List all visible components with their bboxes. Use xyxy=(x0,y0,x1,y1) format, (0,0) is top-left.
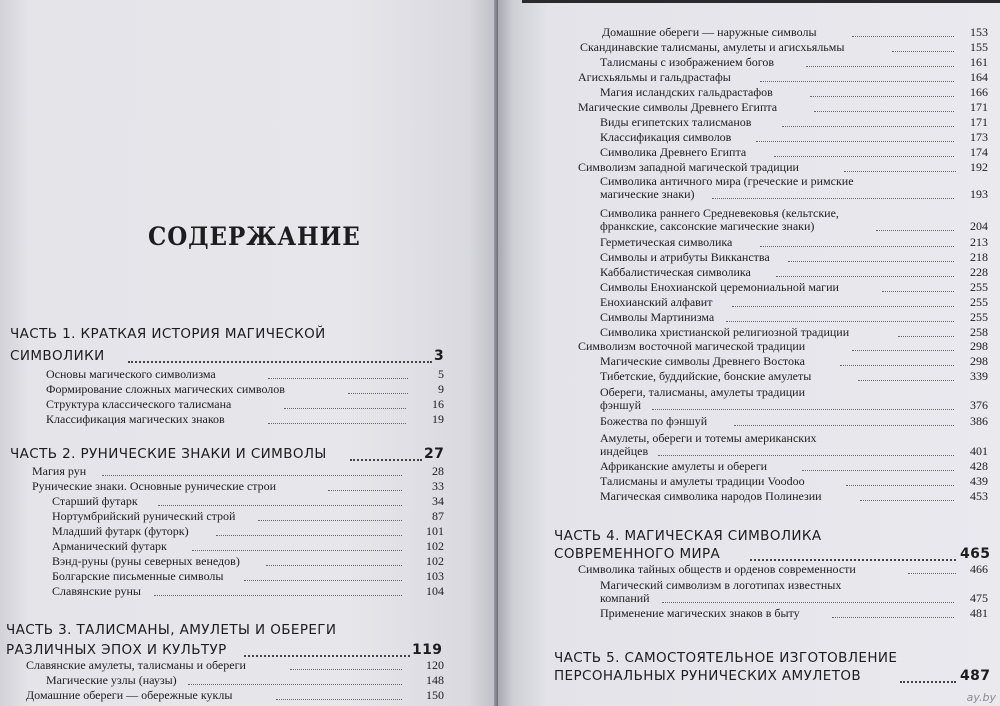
leader-dots xyxy=(128,348,432,363)
leader-dots xyxy=(802,469,954,471)
toc-entry-page: 386 xyxy=(970,414,988,428)
leader-dots xyxy=(266,564,402,566)
toc-entry-title: Енохианский алфавит xyxy=(600,295,713,309)
toc-entry-page: 428 xyxy=(970,459,988,473)
toc-entry-page: 298 xyxy=(970,354,988,368)
toc-entry-title: Талисманы и амулеты традиции Voodoo xyxy=(600,474,805,488)
toc-entry-page: 173 xyxy=(970,130,988,144)
leader-dots xyxy=(102,474,402,476)
left-page xyxy=(0,0,498,706)
toc-entry-title: Славянские руны xyxy=(52,584,141,598)
leader-dots xyxy=(658,454,954,456)
toc-entry-page: 255 xyxy=(970,280,988,294)
part-2-line1: ЧАСТЬ 2. РУНИЧЕСКИЕ ЗНАКИ И СИМВОЛЫ xyxy=(10,446,327,462)
toc-entry-page: 258 xyxy=(970,325,988,339)
leader-dots xyxy=(782,125,954,127)
leader-dots xyxy=(858,379,954,381)
part-1-line1: ЧАСТЬ 1. КРАТКАЯ ИСТОРИЯ МАГИЧЕСКОЙ xyxy=(10,326,326,342)
leader-dots xyxy=(750,546,956,561)
toc-entry-page: 376 xyxy=(970,398,988,412)
toc-entry-page: 161 xyxy=(970,55,988,69)
toc-entry-page: 166 xyxy=(970,85,988,99)
toc-entry-title: Вэнд-руны (руны северных венедов) xyxy=(52,554,240,568)
toc-entry xyxy=(600,385,992,413)
toc-entry-title: Младший футарк (футорк) xyxy=(52,524,189,538)
leader-dots xyxy=(900,668,956,683)
toc-part-1 xyxy=(10,326,445,366)
toc-entry-title: Домашние обереги — обережные куклы xyxy=(26,688,233,702)
toc-entry-page: 204 xyxy=(970,219,988,233)
toc-entry-page: 228 xyxy=(970,265,988,279)
toc-entry-page: 9 xyxy=(438,382,444,396)
leader-dots xyxy=(760,245,954,247)
part-3-line2: РАЗЛИЧНЫХ ЭПОХ И КУЛЬТУР xyxy=(6,642,227,658)
toc-entry-title: Структура классического талисмана xyxy=(46,397,232,411)
toc-entry-page: 255 xyxy=(970,310,988,324)
leader-dots xyxy=(756,140,954,142)
toc-entry-title: Формирование сложных магических символов xyxy=(46,382,285,396)
part-2-page: 27 xyxy=(424,446,445,462)
leader-dots xyxy=(840,364,954,366)
toc-entry-page: 213 xyxy=(970,235,988,249)
part-3-line1: ЧАСТЬ 3. ТАЛИСМАНЫ, АМУЛЕТЫ И ОБЕРЕГИ xyxy=(6,622,337,638)
leader-dots xyxy=(192,549,402,551)
toc-entry-page: 192 xyxy=(970,160,988,174)
toc-entry-page: 34 xyxy=(432,494,444,508)
leader-dots xyxy=(662,601,954,603)
toc-part-2 xyxy=(10,446,445,466)
leader-dots xyxy=(774,155,954,157)
toc-entry-title: Скандинавские талисманы, амулеты и агисхьяльмы xyxy=(580,40,845,54)
toc-entry-page: 33 xyxy=(432,479,444,493)
leader-dots xyxy=(726,320,954,322)
toc-entry xyxy=(600,206,992,234)
toc-entry-title: Магический символизм в логотипах известных xyxy=(600,578,842,592)
toc-entry-page: 87 xyxy=(432,509,444,523)
toc-entry-title: Болгарские письменные символы xyxy=(52,569,224,583)
leader-dots xyxy=(876,229,954,231)
toc-entry-title: Магия рун xyxy=(32,464,87,478)
leader-dots xyxy=(892,50,954,52)
leader-dots xyxy=(810,95,954,97)
part-4-line1: ЧАСТЬ 4. МАГИЧЕСКАЯ СИМВОЛИКА xyxy=(554,528,822,544)
leader-dots xyxy=(276,698,402,700)
leader-dots xyxy=(244,579,402,581)
leader-dots xyxy=(832,616,954,618)
toc-entry-page: 475 xyxy=(970,591,988,605)
toc-entry-title: Нортумбрийский рунический строй xyxy=(52,509,236,523)
leader-dots xyxy=(814,110,954,112)
toc-entry-page: 148 xyxy=(426,673,444,687)
leader-dots xyxy=(284,407,406,409)
part-4-page: 465 xyxy=(960,546,991,562)
leader-dots xyxy=(860,499,954,501)
toc-entry-title: Символизм западной магической традиции xyxy=(578,160,799,174)
contents-title: СОДЕРЖАНИЕ xyxy=(148,222,361,251)
leader-dots xyxy=(328,489,402,491)
toc-entry xyxy=(600,431,992,459)
toc-entry xyxy=(600,578,992,606)
toc-entry-page: 298 xyxy=(970,339,988,353)
toc-entry-page: 102 xyxy=(426,539,444,553)
top-rule xyxy=(522,0,1000,3)
toc-entry-title: Магические символы Древнего Египта xyxy=(578,100,778,114)
leader-dots xyxy=(188,683,402,685)
toc-entry-title-cont: франкские, саксонские магические знаки) xyxy=(600,219,815,233)
toc-entry-page: 164 xyxy=(970,70,988,84)
toc-entry-page: 153 xyxy=(970,25,988,39)
toc-entry-page: 466 xyxy=(970,562,988,576)
toc-entry-title: Африканские амулеты и обереги xyxy=(600,459,768,473)
toc-entry-page: 171 xyxy=(970,115,988,129)
toc-entry-title: Символы Енохианской церемониальной магии xyxy=(600,280,839,294)
toc-entry-page: 102 xyxy=(426,554,444,568)
leader-dots xyxy=(734,424,954,426)
toc-entry-title: Амулеты, обереги и тотемы американских xyxy=(600,431,817,445)
leader-dots xyxy=(350,446,422,461)
toc-entry-page: 171 xyxy=(970,100,988,114)
toc-entry-title-cont: компаний xyxy=(600,591,650,605)
toc-entry-title: Магия исландских гальдрастафов xyxy=(600,85,773,99)
toc-entry xyxy=(600,174,992,202)
toc-entry-page: 218 xyxy=(970,250,988,264)
toc-entry-title: Тибетские, буддийские, бонские амулеты xyxy=(600,369,812,383)
toc-entry-page: 16 xyxy=(432,397,444,411)
toc-entry-page: 28 xyxy=(432,464,444,478)
toc-entry-title: Символы и атрибуты Викканства xyxy=(600,250,770,264)
toc-entry-page: 401 xyxy=(970,444,988,458)
toc-entry-page: 193 xyxy=(970,187,988,201)
leader-dots xyxy=(846,484,954,486)
leader-dots xyxy=(154,594,402,596)
toc-entry-title: Основы магического символизма xyxy=(46,367,216,381)
part-1-page: 3 xyxy=(434,348,445,364)
part-5-line2: ПЕРСОНАЛЬНЫХ РУНИЧЕСКИХ АМУЛЕТОВ xyxy=(554,668,862,684)
toc-entry-title: Каббалистическая символика xyxy=(600,265,751,279)
part-1-line2: СИМВОЛИКИ xyxy=(10,348,105,364)
leader-dots xyxy=(882,290,954,292)
toc-entry-page: 150 xyxy=(426,688,444,702)
leader-dots xyxy=(788,260,954,262)
toc-entry-title: Магические узлы (наузы) xyxy=(46,673,177,687)
toc-entry-title: Символы Мартинизма xyxy=(600,310,715,324)
toc-entry-title: Герметическая символика xyxy=(600,235,733,249)
leader-dots xyxy=(732,305,954,307)
leader-dots xyxy=(348,392,408,394)
toc-entry-title-cont: магические знаки) xyxy=(600,187,695,201)
toc-entry-title: Виды египетских талисманов xyxy=(600,115,752,129)
part-5-page: 487 xyxy=(960,668,991,684)
toc-entry-page: 155 xyxy=(970,40,988,54)
toc-entry-title: Рунические знаки. Основные рунические строи xyxy=(32,479,277,493)
toc-entry-title: Символика тайных обществ и орденов современности xyxy=(578,562,856,576)
toc-entry-title: Божества по фэншуй xyxy=(600,414,708,428)
toc-entry-title: Магическая символика народов Полинезии xyxy=(600,489,822,503)
leader-dots xyxy=(898,335,954,337)
toc-entry-title: Агисхьяльмы и гальдрастафы xyxy=(578,70,731,84)
toc-entry-title: Славянские амулеты, талисманы и обереги xyxy=(26,658,246,672)
toc-entry-page: 103 xyxy=(426,569,444,583)
toc-entry-page: 101 xyxy=(426,524,444,538)
leader-dots xyxy=(844,170,956,172)
toc-entry-title: Классификация символов xyxy=(600,130,732,144)
toc-entry-title: Талисманы с изображением богов xyxy=(600,55,774,69)
right-page xyxy=(498,0,1000,706)
leader-dots xyxy=(244,642,410,657)
toc-entry-title: Символика раннего Средневековья (кельтские, xyxy=(600,206,839,220)
toc-entry-page: 5 xyxy=(438,367,444,381)
toc-entry-title-cont: фэншуй xyxy=(600,398,642,412)
toc-entry-title: Старший футарк xyxy=(52,494,138,508)
toc-entry-page: 453 xyxy=(970,489,988,503)
toc-entry-title: Символика античного мира (греческие и римские xyxy=(600,174,854,188)
leader-dots xyxy=(290,668,402,670)
toc-entry-page: 120 xyxy=(426,658,444,672)
toc-entry-title: Применение магических знаков в быту xyxy=(600,606,800,620)
toc-entry-title: Магические символы Древнего Востока xyxy=(600,354,805,368)
part-4-line2: СОВРЕМЕННОГО МИРА xyxy=(554,546,721,562)
toc-entry-title: Домашние обереги — наружные символы xyxy=(602,25,817,39)
toc-entry-page: 174 xyxy=(970,145,988,159)
toc-part-3 xyxy=(6,622,446,662)
leader-dots xyxy=(158,504,402,506)
toc-entry-page: 19 xyxy=(432,412,444,426)
leader-dots xyxy=(258,519,402,521)
leader-dots xyxy=(268,422,406,424)
part-3-page: 119 xyxy=(412,642,443,658)
toc-entry-title: Обереги, талисманы, амулеты традиции xyxy=(600,385,806,399)
part-5-line1: ЧАСТЬ 5. САМОСТОЯТЕЛЬНОЕ ИЗГОТОВЛЕНИЕ xyxy=(554,650,898,666)
toc-entry-page: 439 xyxy=(970,474,988,488)
toc-part-5 xyxy=(554,650,994,690)
leader-dots xyxy=(776,275,954,277)
leader-dots xyxy=(852,349,954,351)
watermark: ay.by xyxy=(966,691,996,704)
leader-dots xyxy=(760,80,954,82)
toc-entry-title: Символика христианской религиозной традиции xyxy=(600,325,850,339)
leader-dots xyxy=(652,408,954,410)
toc-entry-title: Символика Древнего Египта xyxy=(600,145,747,159)
toc-entry-page: 339 xyxy=(970,369,988,383)
toc-entry-title: Символизм восточной магической традиции xyxy=(578,339,806,353)
leader-dots xyxy=(268,377,408,379)
toc-entry-page: 104 xyxy=(426,584,444,598)
leader-dots xyxy=(806,65,954,67)
leader-dots xyxy=(712,197,954,199)
toc-entry-page: 481 xyxy=(970,606,988,620)
toc-entry-title-cont: индейцев xyxy=(600,444,649,458)
toc-entry-title: Арманический футарк xyxy=(52,539,167,553)
leader-dots xyxy=(852,35,954,37)
toc-entry-page: 255 xyxy=(970,295,988,309)
toc-entry-title: Классификация магических знаков xyxy=(46,412,225,426)
leader-dots xyxy=(216,534,402,536)
